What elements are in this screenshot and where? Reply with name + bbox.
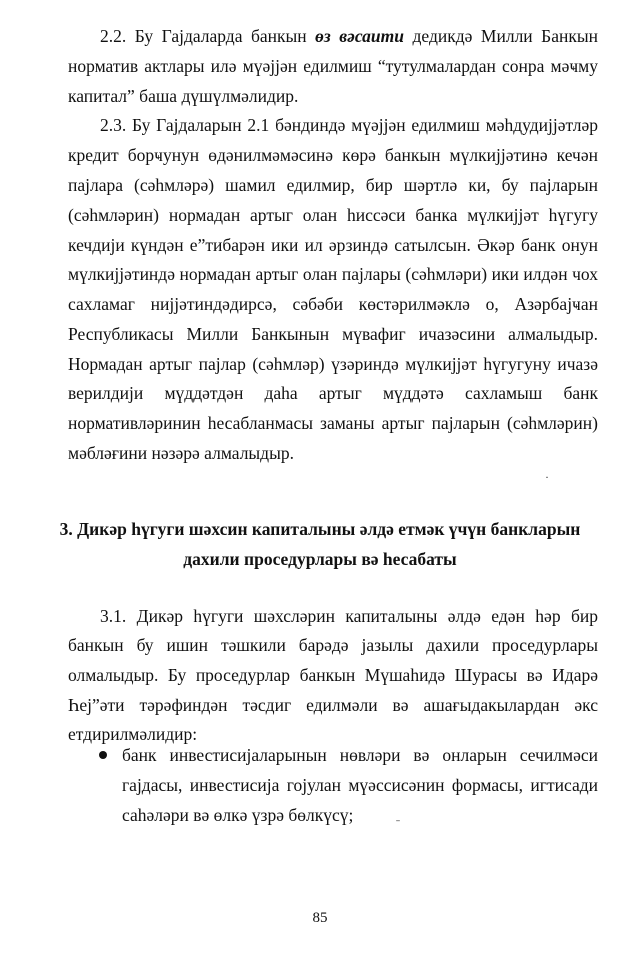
bullet-icon xyxy=(99,751,107,759)
paragraph-2-2-line-2: норматив актлары илә мүәјјән едилмиш “тутулмалардан сонра мәҹму xyxy=(68,56,598,76)
bullet-item-line: банк инвестисијаларынын нөвләри вә онларын сечилмәси xyxy=(122,745,598,765)
text-run: 2.2. Бу Гајдаларда банкын xyxy=(100,26,307,46)
paragraph-2-2-line-1 xyxy=(100,25,598,47)
text-run: дедикдә Милли Банкын xyxy=(412,26,598,46)
paragraph-3-1-line: Һеј”әти тәрәфиндән тәсдиг едилмәли вә ашағыдакылардан әкс xyxy=(68,695,598,715)
paragraph-2-3-line: Республикасы Милли Банкынын мүвафиг ичазәсини алмалыдыр. xyxy=(68,324,598,344)
paragraph-3-1-line: банкын бу ишин тәшкили барәдә јазылы дахили проседурлары xyxy=(68,635,598,655)
paragraph-2-3-line: нормативләринин һесабланмасы заманы артыг пајларын (сәһмләрин) xyxy=(68,413,598,433)
paragraph-2-3-line: пајлара (сәһмләрә) шамил едилмир, бир шәртлә ки, бу пајларын xyxy=(68,175,598,195)
emphasized-term: өз вәсаити xyxy=(315,26,404,46)
section-heading-line-2: дахили проседурлары вә һесабаты xyxy=(183,549,457,569)
paragraph-3-1-line: 3.1. Дикәр һүгуги шәхсләрин капиталыны әлдә едән һәр бир xyxy=(100,606,598,626)
paragraph-2-3-line: 2.3. Бу Гајдаларын 2.1 бәндиндә мүәјјән едилмиш мәһдудијјәтләр xyxy=(100,115,598,135)
bullet-item-line: саһәләри вә өлкә үзрә бөлкүсү; xyxy=(122,805,354,825)
paragraph-2-2-line-3: капитал” баша дүшүлмәлидир. xyxy=(68,86,299,106)
scan-speck: · xyxy=(545,470,549,484)
scan-speck: ˗ xyxy=(396,812,400,826)
paragraph-2-3-line: сахламаг нијјәтиндәдирсә, сәбәби көстәрилмәклә о, Азәрбајҹан xyxy=(68,294,598,314)
paragraph-3-1-line: етдирилмәлидир: xyxy=(68,724,198,744)
paragraph-2-3-line: мүлкијјәтиндә нормадан артыг олан пајлары (сәһмләри) ики илдән чох xyxy=(68,264,598,284)
paragraph-2-3-line: Нормадан артыг пајлар (сәһмләр) үзәриндә мүлкијјәт һүгугуну ичазә xyxy=(68,354,598,374)
paragraph-2-3-line: кечдији күндән е”тибарән ики ил әрзиндә сатылсын. Әкәр банк онун xyxy=(68,235,598,255)
paragraph-2-3-line: кредит борҹунун өдәнилмәмәсинә көрә банкын мүлкијјәтинә кечән xyxy=(68,145,598,165)
paragraph-2-3-line: мәбләғини нәзәрә алмалыдыр. xyxy=(68,443,294,463)
paragraph-2-3-line: верилдији мүддәтдән даһа артыг мүддәтә сахламыш банк xyxy=(68,383,598,403)
page-number: 85 xyxy=(312,910,328,926)
paragraph-2-3-line: (сәһмләрин) нормадан артыг олан һиссәси банка мүлкијјәт һүгугу xyxy=(68,205,598,225)
section-heading-line-1: 3. Дикәр һүгуги шәхсин капиталыны әлдә етмәк үчүн банкларын xyxy=(59,519,581,539)
bullet-item-line: гајдасы, инвестисија гојулан мүәссисәнин формасы, игтисади xyxy=(122,775,598,795)
paragraph-3-1-line: олмалыдыр. Бу проседурлар банкын Мүшаһидә Шурасы вә Идарә xyxy=(68,665,598,685)
